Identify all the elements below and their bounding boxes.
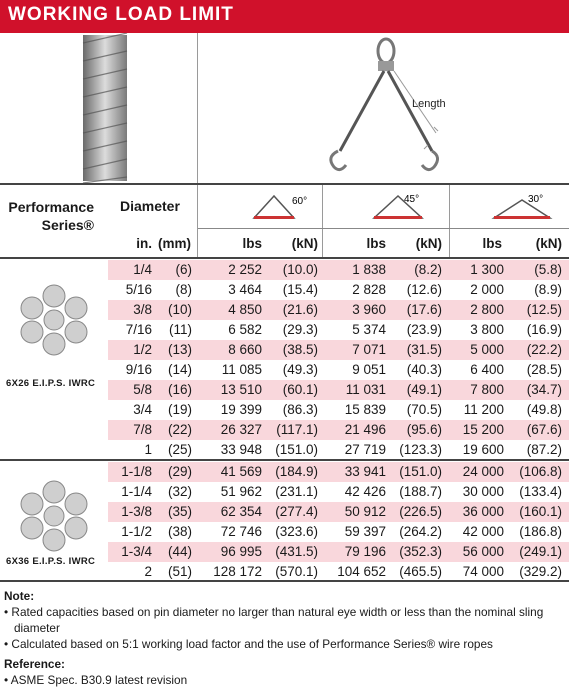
table-cell: 1-3/8 — [121, 504, 152, 519]
table-cell: 3/8 — [133, 302, 152, 317]
table-cell: (277.4) — [275, 504, 318, 519]
table-cell: (352.3) — [399, 544, 442, 559]
table-cell: (15.4) — [282, 282, 318, 297]
table-cell: (186.8) — [519, 524, 562, 539]
table-cell: (188.7) — [399, 484, 442, 499]
table-cell: (431.5) — [275, 544, 318, 559]
table-cell: 128 172 — [213, 564, 262, 579]
table-cell: 1/2 — [133, 342, 152, 357]
table-cell: 8 660 — [228, 342, 262, 357]
table-cell: 7 800 — [470, 382, 504, 397]
table-cell: 2 000 — [470, 282, 504, 297]
angle-30-label: 30° — [528, 194, 544, 205]
table-cell: (8.2) — [414, 262, 442, 277]
table-cell: 9 051 — [352, 362, 386, 377]
unit-kn-60: (kN) — [291, 236, 318, 251]
table-cell: 11 200 — [463, 402, 504, 417]
angle-30-icon — [488, 188, 568, 228]
unit-kn-30: (kN) — [535, 236, 562, 251]
table-cell: 3/4 — [133, 402, 152, 417]
table-cell: (25) — [167, 442, 192, 457]
table-cell: 6 582 — [228, 322, 262, 337]
table-cell: (19) — [167, 402, 192, 417]
table-cell: (51) — [167, 564, 192, 579]
table-cell: (465.5) — [399, 564, 442, 579]
rope-cross-section-6x26 — [12, 282, 102, 362]
table-cell: (11) — [168, 322, 192, 337]
reference-heading: Reference: — [4, 657, 65, 671]
table-cell: 104 652 — [337, 564, 386, 579]
table-cell: 5 374 — [352, 322, 386, 337]
table-cell: (35) — [167, 504, 192, 519]
notes — [4, 588, 564, 688]
table-cell: 1-1/8 — [121, 464, 152, 479]
table-cell: (12.5) — [526, 302, 562, 317]
table-cell: (29) — [167, 464, 192, 479]
table-cell: 5/8 — [133, 382, 152, 397]
table-cell: (44) — [167, 544, 192, 559]
table-cell: (5.8) — [534, 262, 562, 277]
reference-item: • ASME Spec. B30.9 latest revision — [4, 673, 188, 687]
unit-lbs-30: lbs — [482, 236, 502, 251]
table-cell: (16) — [167, 382, 192, 397]
angle-45-label: 45° — [404, 194, 420, 205]
table-cell: (106.8) — [519, 464, 562, 479]
table-cell: 96 995 — [220, 544, 262, 559]
table-cell: 19 399 — [220, 402, 262, 417]
table-cell: 7/8 — [133, 422, 152, 437]
table-cell: 79 196 — [344, 544, 386, 559]
diameter-header: Diameter — [120, 198, 180, 214]
hero-images — [0, 33, 569, 183]
table-cell: (12.6) — [406, 282, 442, 297]
table-cell: (123.3) — [399, 442, 442, 457]
angle-60-label: 60° — [292, 196, 308, 207]
length-label: Length — [412, 98, 446, 110]
table-cell: (21.6) — [282, 302, 318, 317]
table-cell: (10.0) — [282, 262, 318, 277]
note-item: • Rated capacities based on pin diameter no larger than natural eye width or less than the nominal sling diameter — [4, 605, 544, 635]
table-cell: (49.3) — [282, 362, 318, 377]
table-top-rule — [0, 183, 569, 185]
rope-label-6x36: 6X36 E.I.P.S. IWRC — [6, 556, 96, 567]
angle-60-icon — [240, 188, 320, 228]
table-cell: 36 000 — [462, 504, 504, 519]
table-cell: (570.1) — [275, 564, 318, 579]
table-cell: (16.9) — [526, 322, 562, 337]
table-cell: (133.4) — [519, 484, 562, 499]
note-heading: Note: — [4, 589, 35, 603]
table-cell: (86.3) — [282, 402, 318, 417]
table-cell: 1-1/4 — [121, 484, 152, 499]
table-cell: 50 912 — [344, 504, 386, 519]
table-cell: 1 300 — [470, 262, 504, 277]
unit-lbs-45: lbs — [366, 236, 386, 251]
table-cell: (8) — [175, 282, 192, 297]
table-cell: (28.5) — [526, 362, 562, 377]
table-cell: 9/16 — [125, 362, 152, 377]
table-cell: (329.2) — [519, 564, 562, 579]
table-cell: (34.7) — [526, 382, 562, 397]
page-title: WORKING LOAD LIMIT — [8, 4, 234, 25]
table-cell: (231.1) — [275, 484, 318, 499]
table-cell: 27 719 — [344, 442, 386, 457]
table-cell: 56 000 — [462, 544, 504, 559]
unit-mm: (mm) — [158, 236, 191, 251]
table-cell: (60.1) — [282, 382, 318, 397]
table-cell: 7 071 — [352, 342, 386, 357]
table-cell: (49.8) — [526, 402, 562, 417]
table-cell: (29.3) — [282, 322, 318, 337]
table-cell: (8.9) — [534, 282, 562, 297]
table-cell: 7/16 — [125, 322, 152, 337]
sling-illustration — [198, 33, 569, 183]
table-cell: (226.5) — [399, 504, 442, 519]
table-cell: 41 569 — [220, 464, 262, 479]
table-cell: 3 800 — [470, 322, 504, 337]
table-cell: 15 839 — [344, 402, 386, 417]
title-bar — [0, 0, 569, 33]
table-cell: 21 496 — [344, 422, 386, 437]
table-cell: (160.1) — [519, 504, 562, 519]
table-cell: (117.1) — [276, 422, 318, 437]
table-cell: 26 327 — [220, 422, 262, 437]
table-cell: (67.6) — [526, 422, 562, 437]
table-cell: (22.2) — [526, 342, 562, 357]
table-cell: (10) — [167, 302, 192, 317]
unit-lbs-60: lbs — [242, 236, 262, 251]
table-cell: (38) — [167, 524, 192, 539]
table-cell: 6 400 — [470, 362, 504, 377]
table-cell: (6) — [175, 262, 192, 277]
table-cell: 2 828 — [352, 282, 386, 297]
table-cell: 15 200 — [462, 422, 504, 437]
table-cell: (249.1) — [519, 544, 562, 559]
table-cell: 72 746 — [220, 524, 262, 539]
table-cell: 33 948 — [220, 442, 262, 457]
table-cell: 3 960 — [352, 302, 386, 317]
table-cell: (49.1) — [406, 382, 442, 397]
table-cell: (184.9) — [275, 464, 318, 479]
table-cell: 1 838 — [352, 262, 386, 277]
table-cell: (13) — [167, 342, 192, 357]
table-cell: (151.0) — [275, 442, 318, 457]
table-cell: (151.0) — [399, 464, 442, 479]
table-cell: 5 000 — [470, 342, 504, 357]
table-cell: 33 941 — [344, 464, 386, 479]
table-cell: 24 000 — [462, 464, 504, 479]
table-cell: (40.3) — [406, 362, 442, 377]
table-cell: (23.9) — [406, 322, 442, 337]
table-cell: 59 397 — [344, 524, 386, 539]
table-cell: 1/4 — [133, 262, 152, 277]
table-cell: 30 000 — [462, 484, 504, 499]
table-cell: (14) — [167, 362, 192, 377]
table-cell: 11 085 — [221, 362, 262, 377]
table-cell: 1-3/4 — [121, 544, 152, 559]
table-cell: 42 426 — [344, 484, 386, 499]
table-cell: 2 800 — [470, 302, 504, 317]
table-cell: 2 252 — [228, 262, 262, 277]
performance-series-header: Performance Series® — [8, 199, 94, 233]
table-cell: (87.2) — [526, 442, 562, 457]
table-cell: 51 962 — [220, 484, 262, 499]
note-item: • Calculated based on 5:1 working load factor and the use of Performance Series® wire ropes — [4, 637, 493, 651]
table-cell: 2 — [144, 564, 152, 579]
table-cell: 5/16 — [125, 282, 152, 297]
table-cell: (70.5) — [406, 402, 442, 417]
table-cell: 13 510 — [220, 382, 262, 397]
table-cell: (264.2) — [399, 524, 442, 539]
table-cell: (95.6) — [406, 422, 442, 437]
table-cell: (31.5) — [406, 342, 442, 357]
table-cell: (323.6) — [275, 524, 318, 539]
table-cell: (22) — [167, 422, 192, 437]
wire-rope-illustration — [0, 33, 197, 183]
angle-45-icon — [364, 188, 444, 228]
unit-in: in. — [136, 236, 152, 251]
unit-kn-45: (kN) — [415, 236, 442, 251]
table-cell: 74 000 — [462, 564, 504, 579]
rope-cross-section-6x36 — [12, 478, 102, 558]
table-cell: 11 031 — [345, 382, 386, 397]
rope-label-6x26: 6X26 E.I.P.S. IWRC — [6, 378, 96, 389]
table-cell: 42 000 — [462, 524, 504, 539]
table-cell: 62 354 — [220, 504, 262, 519]
table-cell: 19 600 — [462, 442, 504, 457]
table-cell: 1-1/2 — [121, 524, 152, 539]
table-cell: (38.5) — [282, 342, 318, 357]
table-cell: 1 — [144, 442, 152, 457]
table-cell: 4 850 — [228, 302, 262, 317]
table-cell: 3 464 — [228, 282, 262, 297]
table-cell: (32) — [167, 484, 192, 499]
table-cell: (17.6) — [406, 302, 442, 317]
